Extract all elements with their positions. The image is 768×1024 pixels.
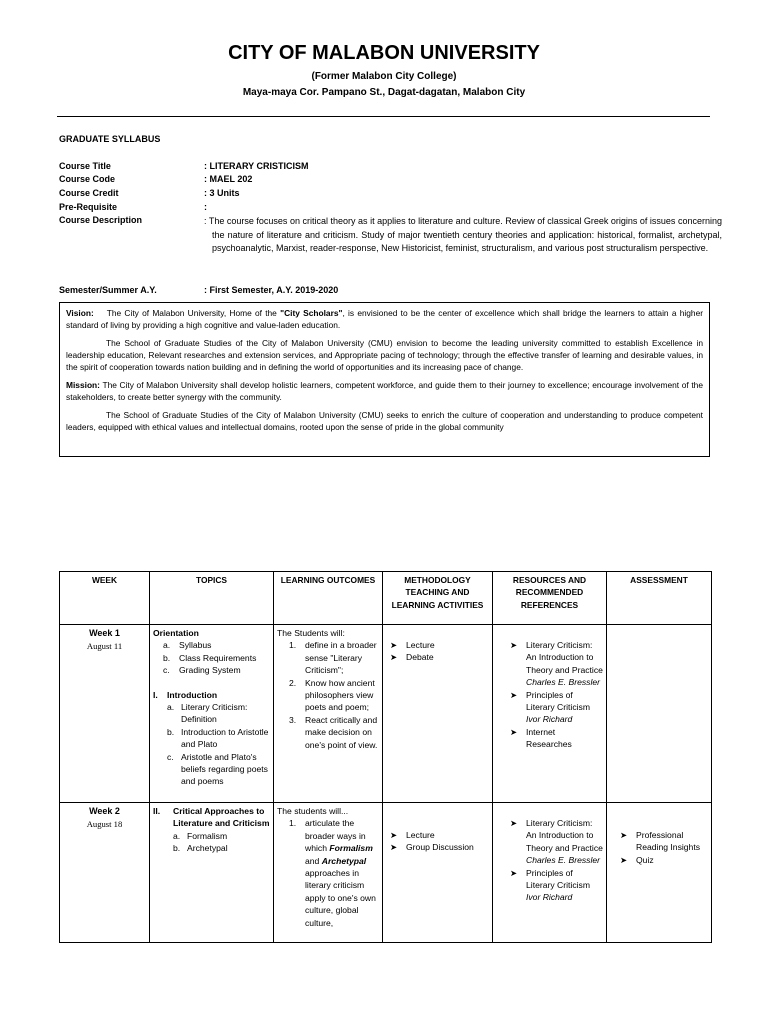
assessment-cell [607, 625, 712, 803]
list-item: 2. Know how ancient philosophers view poets and poem; [289, 677, 375, 713]
week-label: Week 2 [89, 806, 120, 816]
header-resources: RESOURCES AND RECOMMENDED REFERENCES [493, 572, 607, 625]
list-item: ➤ Quiz [620, 854, 654, 865]
table-header-row [60, 572, 712, 625]
mission-paragraph [66, 379, 703, 403]
prerequisite-value: : [204, 202, 207, 212]
list-item: ➤ Debate [390, 652, 434, 663]
outcomes-cell [274, 625, 383, 803]
semester-value: : First Semester, A.Y. 2019-2020 [204, 285, 339, 295]
list-item: 1. articulate the broader ways in which Formalism and Archetypal approaches in literary criticism apply to one's own culture, global culture, [289, 818, 376, 928]
list-item: b. Class Requirements [163, 652, 257, 663]
list-item: a. Syllabus [163, 640, 212, 651]
topics-cell [150, 803, 274, 943]
header-methodology: METHODOLOGY TEACHING AND LEARNING ACTIVITIES [383, 572, 493, 625]
course-code-value: : MAEL 202 [204, 174, 253, 184]
critical-approaches-heading: II. Critical Approaches to Literature and Criticism [153, 806, 270, 829]
list-item: b. Introduction to Aristotle and Plato [167, 726, 269, 750]
list-item: ➤ Principles of Literary Criticism Ivor Richard [510, 867, 590, 903]
former-name: (Former Malabon City College) [311, 71, 457, 82]
resources-cell [493, 803, 607, 943]
arrow-bullet-icon: ➤ [620, 830, 628, 840]
list-item: c. Grading System [163, 665, 241, 676]
arrow-bullet-icon: ➤ [510, 640, 518, 650]
address: Maya-maya Cor. Pampano St., Dagat-dagatan, Malabon City [242, 87, 526, 98]
arrow-bullet-icon: ➤ [390, 652, 398, 663]
syllabus-label: GRADUATE SYLLABUS [59, 134, 161, 144]
mission-label: Mission: [66, 380, 100, 390]
list-item: ➤ Literary Criticism: An Introduction to Theory and Practice Charles E. Bressler [510, 818, 603, 866]
orientation-heading: Orientation [153, 628, 199, 638]
arrow-bullet-icon: ➤ [620, 854, 628, 865]
course-description-value: : The course focuses on critical theory as it applies to literature and culture. Review of classical Greek origins of issues concerning the nature of literature and criticism. Study of major twentieth century theories and application: historical, formalist, archetypal, psychoanalytic, Marxist, reader-response, New Historicist, feminist, structuralism, and various post structuralism perspective. [204, 216, 722, 253]
arrow-bullet-icon: ➤ [390, 640, 398, 650]
outcomes-lead: The Students will: [277, 628, 345, 638]
table-row [60, 625, 712, 803]
vision-text-end: , is envisioned to be the center of excellence which shall bridge the learners to attain a higher standard of living by providing a high cognitive and value-laden education. [66, 308, 704, 330]
week-label: Week 1 [89, 628, 120, 638]
header-week: WEEK [60, 572, 150, 625]
week-cell [60, 803, 150, 943]
vision-mission-box [59, 302, 710, 457]
list-item: 1. define in a broader sense "Literary Criticism"; [289, 640, 377, 676]
schedule-table [59, 571, 712, 943]
course-credit-value: : 3 Units [204, 188, 240, 198]
prerequisite-label: Pre-Requisite [59, 202, 118, 212]
resources-cell [493, 625, 607, 803]
mission-text: The City of Malabon University shall develop holistic learners, competent workforce, and guide them to their journey to excellence; encourage involvement of the stakeholders, to create better synergy with the community. [66, 380, 703, 402]
vision-paragraph-2: The School of Graduate Studies of the City of Malabon University (CMU) envision to become the leading university committed to establish Excellence in leadership education, Relevant researches and extension services, and Appropriate pacing of technology; through the effective transfer of learning and desirable values, in the spirit of cooperation towards nation building and in defining the world of opportunities and its increasing pace of change. [66, 338, 703, 372]
list-item: ➤ Lecture [390, 640, 435, 650]
topics-cell [150, 625, 274, 803]
arrow-bullet-icon: ➤ [510, 689, 518, 700]
arrow-bullet-icon: ➤ [390, 842, 398, 853]
outcomes-lead: The students will... [277, 806, 349, 816]
arrow-bullet-icon: ➤ [510, 867, 518, 878]
semester-label: Semester/Summer A.Y. [59, 285, 157, 295]
list-item: ➤ Lecture [390, 830, 435, 840]
week-date: August 18 [86, 819, 123, 830]
header-assessment: ASSESSMENT [607, 572, 712, 625]
arrow-bullet-icon: ➤ [510, 818, 518, 828]
header-divider [57, 116, 710, 117]
methodology-cell [383, 803, 493, 943]
list-item: ➤ Group Discussion [390, 842, 474, 853]
course-code-label: Course Code [59, 174, 116, 184]
outcomes-cell [274, 803, 383, 943]
list-item: ➤ Professional Reading Insights [620, 830, 701, 853]
list-item: ➤ Principles of Literary Criticism Ivor Richard [510, 689, 590, 725]
week-date: August 11 [86, 641, 123, 652]
list-item: 3. React critically and make decision on one's point of view. [289, 714, 378, 750]
vision-city-scholars: "City Scholars" [280, 308, 343, 318]
list-item: a. Formalism [173, 830, 228, 841]
introduction-heading: I. Introduction [153, 689, 218, 700]
arrow-bullet-icon: ➤ [390, 830, 398, 840]
header-outcomes: LEARNING OUTCOMES [274, 572, 383, 625]
course-credit-label: Course Credit [59, 188, 119, 198]
assessment-cell [607, 803, 712, 943]
course-title-value: : LITERARY CRISTICISM [204, 161, 309, 171]
course-description-label: Course Description [59, 215, 143, 225]
mission-paragraph-2: The School of Graduate Studies of the City of Malabon University (CMU) seeks to enrich the culture of cooperation and understanding to produce competent leaders, equipped with ethical values and intellectual domains, rooted upon the sense of pride in the global community [66, 410, 703, 432]
list-item: a. Literary Criticism: Definition [167, 702, 248, 725]
vision-paragraph [66, 307, 703, 331]
vision-label: Vision: [66, 308, 94, 318]
arrow-bullet-icon: ➤ [510, 726, 518, 737]
vision-text-start: The City of Malabon University, Home of the [106, 308, 281, 318]
week-cell [60, 625, 150, 803]
methodology-cell [383, 625, 493, 803]
list-item: ➤ Literary Criticism: An Introduction to Theory and Practice Charles E. Bressler [510, 640, 603, 688]
course-title-label: Course Title [59, 161, 111, 171]
header-topics: TOPICS [150, 572, 274, 625]
list-item: ➤ Internet Researches [510, 726, 572, 750]
university-title: CITY OF MALABON UNIVERSITY [228, 42, 540, 64]
list-item: c. Aristotle and Plato's beliefs regarding poets and poems [167, 751, 268, 787]
table-row [60, 803, 712, 943]
list-item: b. Archetypal [173, 843, 228, 854]
